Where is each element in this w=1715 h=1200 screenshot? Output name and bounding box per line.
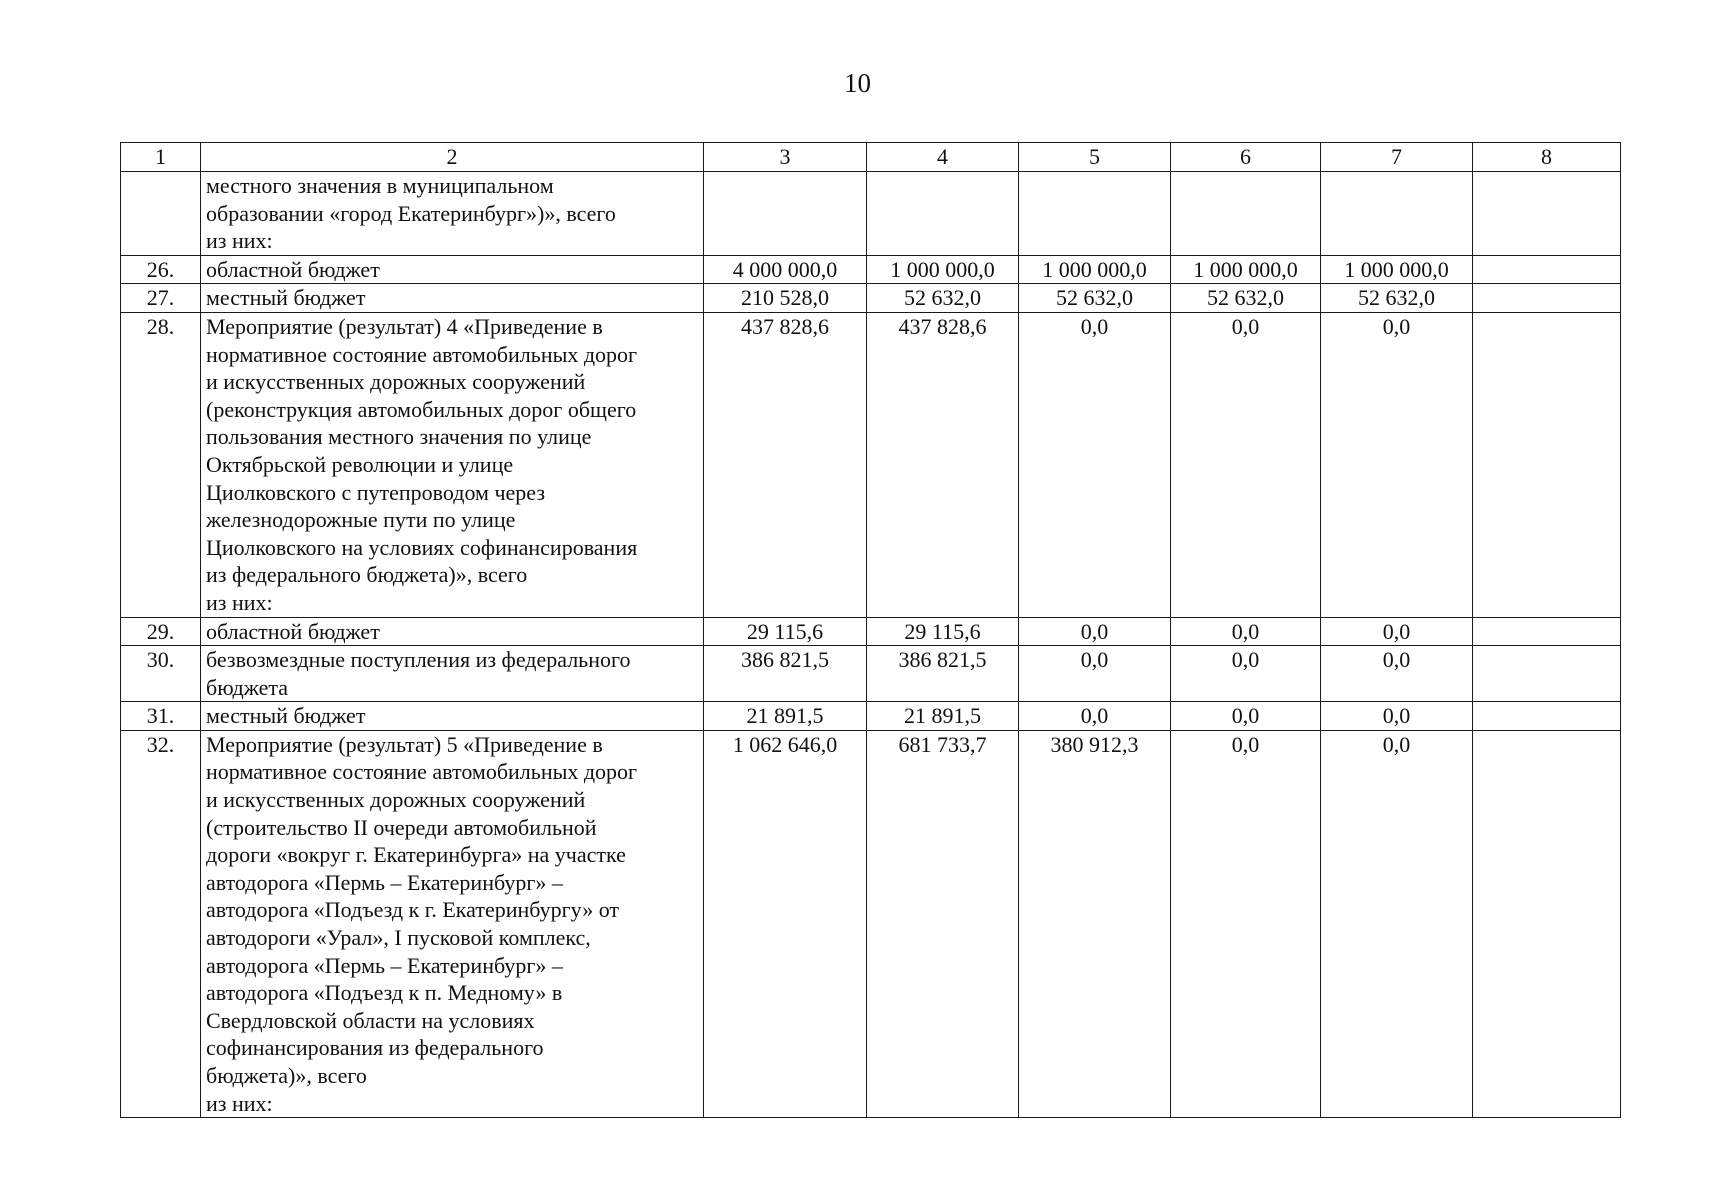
value-cell-col-4: 21 891,5	[867, 702, 1019, 731]
description-line: бюджета	[206, 674, 289, 700]
table-row	[121, 255, 1621, 284]
description-line: Мероприятие (результат) 4 «Приведение в	[206, 313, 603, 339]
description-line: бюджета)», всего	[206, 1063, 367, 1088]
value-cell-col-7: 0,0	[1321, 702, 1473, 731]
header-cell-2: 2	[201, 143, 704, 172]
description-line: автодорога «Пермь – Екатеринбург» –	[206, 869, 563, 895]
header-cell-1: 1	[121, 143, 201, 172]
description-line: железнодорожные пути по улице	[206, 507, 516, 533]
value-cell-col-7: 0,0	[1321, 730, 1473, 1117]
description-line: (реконструкция автомобильных дорог общего	[206, 396, 637, 422]
description-line: областной бюджет	[206, 256, 380, 282]
value-cell-col-5	[1019, 172, 1171, 256]
value-cell-col-3	[704, 172, 867, 256]
description-line: областной бюджет	[206, 618, 380, 644]
table-row	[121, 702, 1621, 731]
value-cell-col-6	[1171, 172, 1321, 256]
value-cell-col-7: 0,0	[1321, 312, 1473, 617]
row-number-cell	[121, 172, 201, 256]
description-line: и искусственных дорожных сооружений	[206, 787, 586, 813]
row-number-cell: 28.	[121, 312, 201, 617]
value-cell-col-4: 52 632,0	[867, 284, 1019, 313]
value-cell-col-6: 0,0	[1171, 312, 1321, 617]
value-cell-col-3: 21 891,5	[704, 702, 867, 731]
description-line: автодорога «Пермь – Екатеринбург» –	[206, 952, 563, 978]
description-line: Циолковского на условиях софинансирования	[206, 534, 638, 560]
description-line: местного значения в муниципальном	[206, 173, 554, 198]
value-cell-col-6: 0,0	[1171, 617, 1321, 646]
value-cell-col-3: 4 000 000,0	[704, 255, 867, 284]
description-line: Свердловской области на условиях	[206, 1007, 535, 1033]
description-line: нормативное состояние автомобильных дорог	[206, 341, 638, 367]
row-description-cell	[201, 312, 704, 617]
description-line: местный бюджет	[206, 703, 366, 729]
value-cell-col-4: 386 821,5	[867, 646, 1019, 702]
table-row	[121, 172, 1621, 256]
value-cell-col-7	[1321, 172, 1473, 256]
description-line: из них:	[206, 1090, 273, 1116]
value-cell-col-6: 0,0	[1171, 702, 1321, 731]
description-line: образовании «город Екатеринбург»)», всего	[206, 200, 616, 226]
row-number-cell: 31.	[121, 702, 201, 731]
value-cell-col-8	[1473, 617, 1621, 646]
value-cell-col-6: 0,0	[1171, 730, 1321, 1117]
value-cell-col-4: 437 828,6	[867, 312, 1019, 617]
description-line: и искусственных дорожных сооружений	[206, 369, 586, 395]
table-row	[121, 284, 1621, 313]
value-cell-col-8	[1473, 255, 1621, 284]
value-cell-col-8	[1473, 312, 1621, 617]
description-line: из федерального бюджета)», всего	[206, 562, 528, 588]
header-cell-7: 7	[1321, 143, 1473, 172]
budget-table	[120, 142, 1621, 1118]
value-cell-col-5: 0,0	[1019, 646, 1171, 702]
description-line: Циолковского с путепроводом через	[206, 479, 546, 505]
row-description-cell	[201, 617, 704, 646]
description-line: местный бюджет	[206, 285, 366, 311]
value-cell-col-8	[1473, 702, 1621, 731]
row-description-cell	[201, 255, 704, 284]
value-cell-col-3: 1 062 646,0	[704, 730, 867, 1117]
value-cell-col-3: 386 821,5	[704, 646, 867, 702]
row-number-cell: 32.	[121, 730, 201, 1117]
description-line: нормативное состояние автомобильных дорог	[206, 759, 638, 785]
value-cell-col-6: 52 632,0	[1171, 284, 1321, 313]
row-description-cell	[201, 284, 704, 313]
table-row	[121, 646, 1621, 702]
row-number-cell: 26.	[121, 255, 201, 284]
row-description-cell	[201, 702, 704, 731]
row-description-cell	[201, 646, 704, 702]
row-number-cell: 30.	[121, 646, 201, 702]
table-row	[121, 617, 1621, 646]
value-cell-col-5: 1 000 000,0	[1019, 255, 1171, 284]
value-cell-col-4: 1 000 000,0	[867, 255, 1019, 284]
header-cell-6: 6	[1171, 143, 1321, 172]
value-cell-col-5: 52 632,0	[1019, 284, 1171, 313]
page-number: 10	[844, 68, 871, 98]
header-cell-3: 3	[704, 143, 867, 172]
value-cell-col-6: 0,0	[1171, 646, 1321, 702]
value-cell-col-6: 1 000 000,0	[1171, 255, 1321, 284]
header-row	[121, 143, 1621, 172]
description-line: софинансирования из федерального	[206, 1035, 544, 1061]
value-cell-col-5: 0,0	[1019, 312, 1171, 617]
value-cell-col-5: 0,0	[1019, 702, 1171, 731]
value-cell-col-7: 52 632,0	[1321, 284, 1473, 313]
description-line: из них:	[206, 228, 273, 254]
row-number-cell: 29.	[121, 617, 201, 646]
value-cell-col-4: 681 733,7	[867, 730, 1019, 1117]
value-cell-col-4	[867, 172, 1019, 256]
value-cell-col-3: 210 528,0	[704, 284, 867, 313]
row-description-cell	[201, 172, 704, 256]
description-line: Мероприятие (результат) 5 «Приведение в	[206, 731, 603, 757]
value-cell-col-7: 0,0	[1321, 646, 1473, 702]
value-cell-col-4: 29 115,6	[867, 617, 1019, 646]
description-line: (строительство II очереди автомобильной	[206, 814, 597, 840]
value-cell-col-5: 380 912,3	[1019, 730, 1171, 1117]
header-cell-5: 5	[1019, 143, 1171, 172]
description-line: из них:	[206, 589, 273, 615]
table-row	[121, 312, 1621, 617]
value-cell-col-8	[1473, 730, 1621, 1117]
value-cell-col-5: 0,0	[1019, 617, 1171, 646]
row-number-cell: 27.	[121, 284, 201, 313]
header-cell-8: 8	[1473, 143, 1621, 172]
value-cell-col-8	[1473, 284, 1621, 313]
value-cell-col-3: 29 115,6	[704, 617, 867, 646]
value-cell-col-8	[1473, 646, 1621, 702]
description-line: автодороги «Урал», I пусковой комплекс,	[206, 925, 591, 951]
table-row	[121, 730, 1621, 1117]
value-cell-col-7: 1 000 000,0	[1321, 255, 1473, 284]
description-line: Октябрьской революции и улице	[206, 451, 514, 477]
value-cell-col-7: 0,0	[1321, 617, 1473, 646]
value-cell-col-8	[1473, 172, 1621, 256]
row-description-cell	[201, 730, 704, 1117]
description-line: дороги «вокруг г. Екатеринбурга» на участке	[206, 842, 626, 868]
value-cell-col-3: 437 828,6	[704, 312, 867, 617]
header-cell-4: 4	[867, 143, 1019, 172]
description-line: автодорога «Подъезд к п. Медному» в	[206, 980, 563, 1006]
description-line: пользования местного значения по улице	[206, 424, 592, 450]
description-line: безвозмездные поступления из федерального	[206, 647, 631, 673]
description-line: автодорога «Подъезд к г. Екатеринбургу» от	[206, 897, 620, 923]
